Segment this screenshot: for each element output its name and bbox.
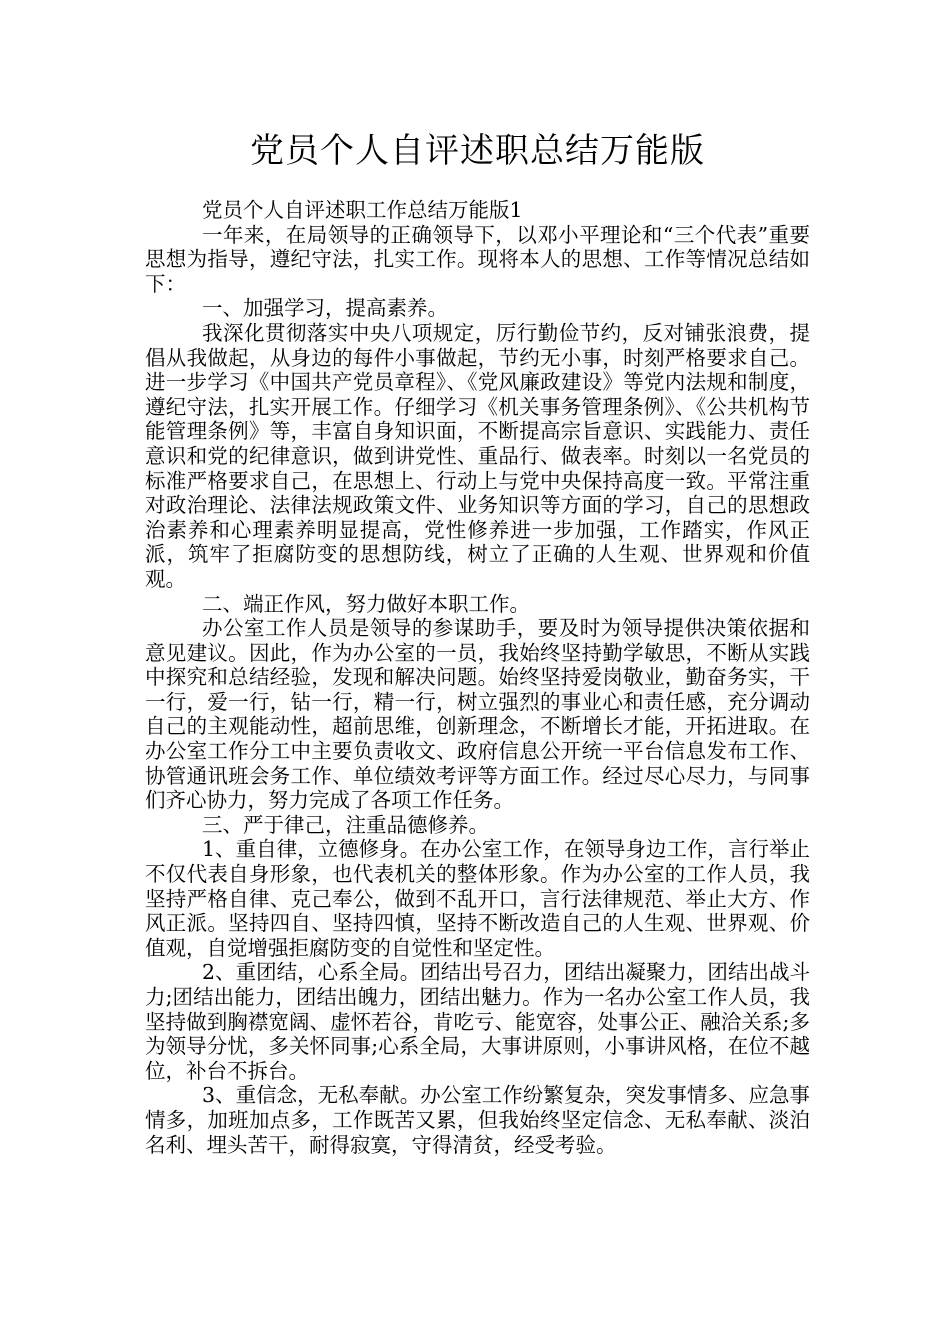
- document-body: [145, 198, 810, 1157]
- section-3-item-2: 2、重团结，心系全局。团结出号召力，团结出凝聚力，团结出战斗力;团结出能力，团结出魄力，团结出魅力。作为一名办公室工作人员，我坚持做到胸襟宽阔、虚怀若谷，肯吃亏、能宽容，处事公正、融洽关系;多为领导分忧，多关怀同事;心系全局，大事讲原则，小事讲风格，在位不越位，补台不拆台。: [145, 960, 810, 1083]
- section-2-paragraph: 办公室工作人员是领导的参谋助手，要及时为领导提供决策依据和意见建议。因此，作为办公室的一员，我始终坚持勤学敏思，不断从实践中探究和总结经验，发现和解决问题。始终坚持爱岗敬业，勤奋务实，干一行，爱一行，钻一行，精一行，树立强烈的事业心和责任感，充分调动自己的主观能动性，超前思维，创新理念，不断增长才能，开拓进取。在办公室工作分工中主要负责收文、政府信息公开统一平台信息发布工作、协管通讯班会务工作、单位绩效考评等方面工作。经过尽心尽力，与同事们齐心协力，努力完成了各项工作任务。: [145, 616, 810, 813]
- section-heading-1: 一、加强学习，提高素养。: [202, 296, 448, 321]
- section-heading-2: 二、端正作风，努力做好本职工作。: [202, 591, 530, 616]
- document-title: 党员个人自评述职总结万能版: [250, 131, 705, 171]
- section-3-item-1: 1、重自律，立德修身。在办公室工作，在领导身边工作，言行举止不仅代表自身形象，也代表机关的整体形象。作为办公室的工作人员，我坚持严格自律、克己奉公，做到不乱开口，言行法律规范、举止大方、作风正派。坚持四自、坚持四慎，坚持不断改造自己的人生观、世界观、价值观，自觉增强拒腐防变的自觉性和坚定性。: [145, 837, 810, 960]
- section-heading-3: 三、严于律己，注重品德修养。: [202, 812, 489, 837]
- intro-paragraph: 一年来，在局领导的正确领导下，以邓小平理论和“三个代表”重要思想为指导，遵纪守法，扎实工作。现将本人的思想、工作等情况总结如下：: [145, 222, 810, 296]
- section-1-paragraph: 我深化贯彻落实中央八项规定，厉行勤俭节约，反对铺张浪费，提倡从我做起，从身边的每件小事做起，节约无小事，时刻严格要求自己。进一步学习《中国共产党员章程》、《党风廉政建设》等党内法规和制度，遵纪守法，扎实开展工作。仔细学习《机关事务管理条例》、《公共机构节能管理条例》等，丰富自身知识面，不断提高宗旨意识、实践能力、责任意识和党的纪律意识，做到讲党性、重品行、做表率。时刻以一名党员的标准严格要求自己，在思想上、行动上与党中央保持高度一致。平常注重对政治理论、法律法规政策文件、业务知识等方面的学习，自己的思想政治素养和心理素养明显提高，党性修养进一步加强，工作踏实，作风正派，筑牢了拒腐防变的思想防线，树立了正确的人生观、世界观和价值观。: [145, 320, 810, 591]
- subtitle-paragraph: 党员个人自评述职工作总结万能版1: [202, 198, 523, 222]
- section-3-item-3: 3、重信念，无私奉献。办公室工作纷繁复杂，突发事情多、应急事情多，加班加点多，工作既苦又累，但我始终坚定信念、无私奉献、淡泊名利、埋头苦干，耐得寂寞，守得清贫，经受考验。: [145, 1083, 810, 1157]
